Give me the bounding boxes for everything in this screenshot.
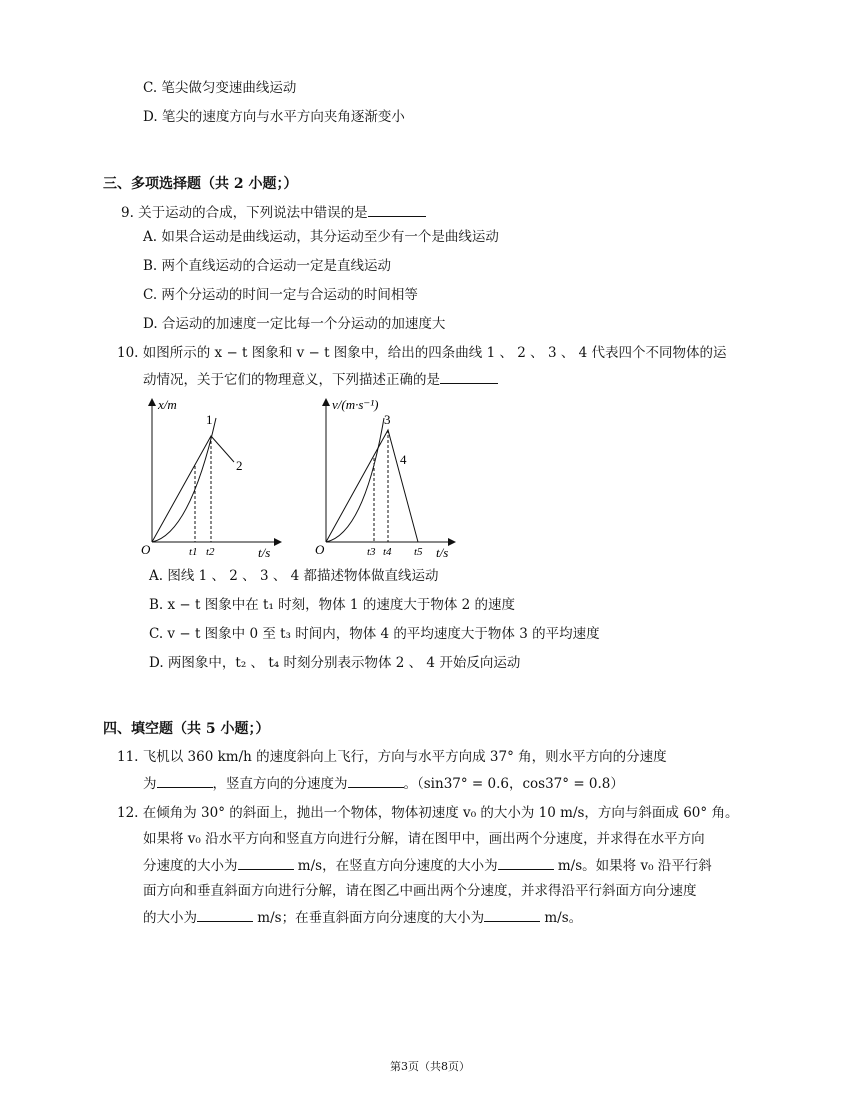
q12-text-3a: 分速度的大小为 — [143, 858, 238, 874]
section3-title: 三、多项选择题（共 2 小题；） — [103, 176, 298, 192]
q9-stem-text: 9. 关于运动的合成，下列说法中错误的是 — [121, 205, 368, 221]
q9-stem — [121, 202, 426, 223]
answer-blank — [484, 907, 540, 922]
q12-line2: 如果将 v₀ 沿水平方向和竖直方向进行分解，请在图甲中，画出两个分速度，并求得在水平方向 — [143, 831, 705, 847]
q12-line1: 12. 在倾角为 30° 的斜面上，抛出一个物体，物体初速度 v₀ 的大小为 10 m/s，方向与斜面成 60° 角。 — [117, 805, 739, 821]
q12-text-5b: m/s；在垂直斜面方向分速度的大小为 — [253, 910, 485, 926]
q10-option-d: D. 两图象中，t₂ 、 t₄ 时刻分别表示物体 2 、 4 开始反向运动 — [149, 655, 521, 671]
q11-text-c: 。（sin37° = 0.6，cos37° = 0.8） — [403, 776, 624, 792]
q12-text-5c: m/s。 — [540, 910, 583, 926]
answer-blank — [368, 202, 426, 217]
origin-label: O — [315, 542, 325, 557]
tick-t5: t5 — [414, 546, 423, 558]
curve-4 — [326, 430, 418, 542]
answer-blank — [348, 773, 404, 788]
curve-3-label: 3 — [384, 412, 391, 427]
q9-option-d: D. 合运动的加速度一定比每一个分运动的加速度大 — [143, 316, 446, 332]
xt-graph — [138, 394, 288, 562]
curve-2-label: 2 — [236, 458, 243, 473]
vt-graph — [312, 394, 462, 562]
origin-label: O — [141, 542, 151, 557]
q11-text-a: 为 — [143, 776, 157, 792]
q12-text-5a: 的大小为 — [143, 910, 197, 926]
curve-2 — [152, 436, 234, 542]
q11-line1: 11. 飞机以 360 km/h 的速度斜向上飞行，方向与水平方向成 37° 角，则水平方向的分速度 — [117, 749, 667, 765]
q10-stem-line2 — [143, 369, 498, 390]
q12-line3 — [143, 855, 712, 876]
q12-line4: 面方向和垂直斜面方向进行分解，请在图乙中画出两个分速度，并求得沿平行斜面方向分速度 — [143, 883, 697, 899]
q10-option-c: C. v − t 图象中 0 至 t₃ 时间内，物体 4 的平均速度大于物体 3 的平均速度 — [149, 626, 600, 642]
q9-option-a: A. 如果合运动是曲线运动，其分运动至少有一个是曲线运动 — [143, 229, 499, 245]
section4-title: 四、填空题（共 5 小题；） — [103, 721, 270, 737]
answer-blank — [498, 855, 554, 870]
tick-t4: t4 — [383, 546, 392, 558]
ylabel: v/(m·s⁻¹) — [332, 397, 379, 412]
xlabel: t/s — [436, 545, 449, 560]
q8-option-d: D. 笔尖的速度方向与水平方向夹角逐渐变小 — [143, 109, 405, 125]
xlabel: t/s — [258, 545, 271, 560]
curve-1 — [152, 418, 216, 542]
q8-option-c: C. 笔尖做匀变速曲线运动 — [143, 80, 297, 96]
q10-stem-text: 动情况，关于它们的物理意义，下列描述正确的是 — [143, 372, 440, 388]
page-footer: 第3页（共8页） — [390, 1060, 470, 1073]
q12-line5 — [143, 907, 582, 928]
curve-1-label: 1 — [206, 412, 213, 427]
tick-t1: t1 — [189, 546, 198, 558]
q10-option-b: B. x − t 图象中在 t₁ 时刻，物体 1 的速度大于物体 2 的速度 — [149, 597, 515, 613]
q9-option-b: B. 两个直线运动的合运动一定是直线运动 — [143, 258, 392, 274]
ylabel: x/m — [158, 397, 177, 412]
answer-blank — [440, 369, 498, 384]
curve-4-label: 4 — [400, 452, 407, 467]
q12-text-3c: m/s。如果将 v₀ 沿平行斜 — [553, 858, 712, 874]
answer-blank — [238, 855, 294, 870]
q9-option-c: C. 两个分运动的时间一定与合运动的时间相等 — [143, 287, 418, 303]
q11-line2 — [143, 773, 624, 794]
answer-blank — [157, 773, 213, 788]
tick-t2: t2 — [206, 546, 215, 558]
q10-option-a: A. 图线 1 、 2 、 3 、 4 都描述物体做直线运动 — [149, 568, 439, 584]
curve-3 — [326, 418, 384, 542]
q10-stem-line1: 10. 如图所示的 x − t 图象和 v − t 图象中，给出的四条曲线 1 、 2 、 3 、 4 代表四个不同物体的运 — [117, 345, 727, 361]
q11-text-b: ，竖直方向的分速度为 — [212, 776, 348, 792]
answer-blank — [197, 907, 253, 922]
tick-t3: t3 — [367, 546, 376, 558]
q12-text-3b: m/s，在竖直方向分速度的大小为 — [293, 858, 498, 874]
